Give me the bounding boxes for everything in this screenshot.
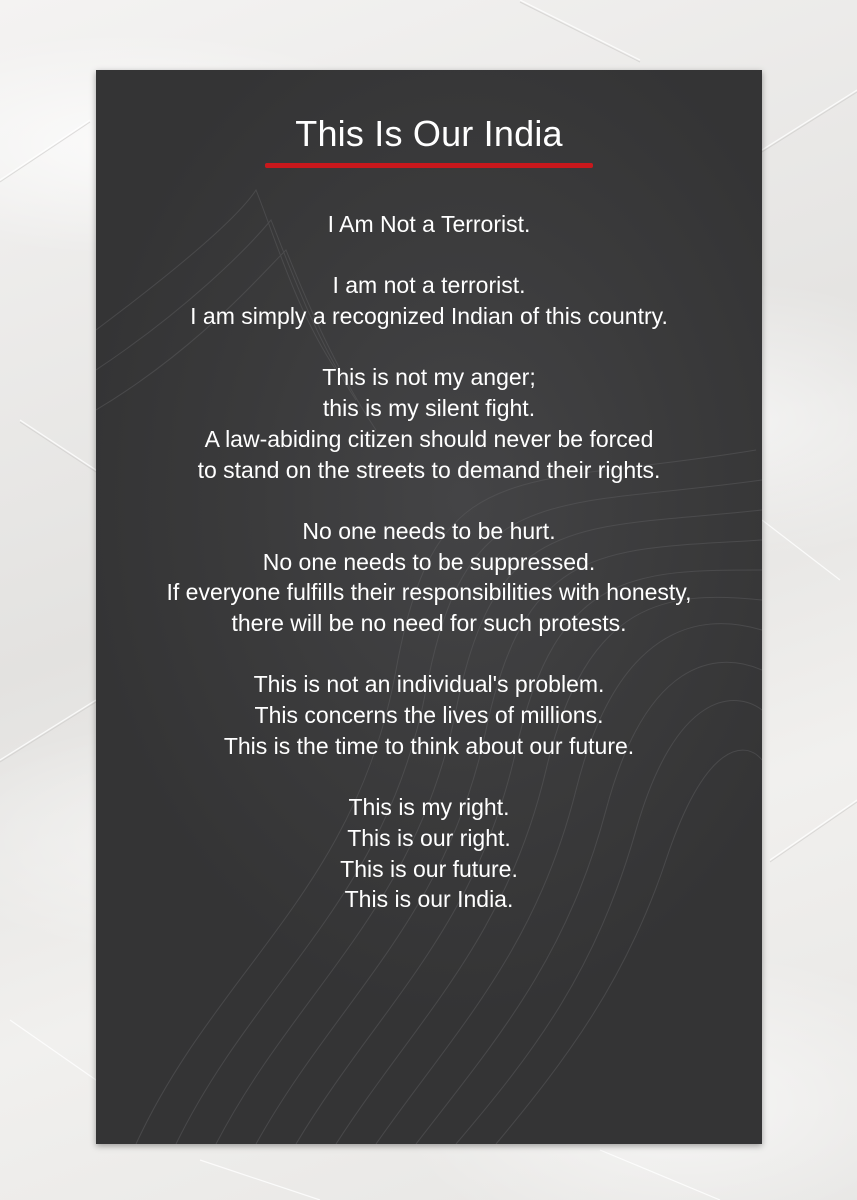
stanza — [96, 792, 762, 915]
stanza — [96, 516, 762, 639]
poem-line: A law-abiding citizen should never be forced — [204, 425, 654, 452]
poster-title: This Is Our India — [295, 113, 563, 154]
poster — [96, 70, 762, 1144]
title-underline — [265, 163, 593, 168]
poem-line: I am simply a recognized Indian of this country. — [190, 303, 668, 330]
poem-line: This is our India. — [344, 886, 514, 913]
poem-line: This is our future. — [340, 855, 518, 882]
poem-line: No one needs to be suppressed. — [262, 548, 596, 575]
poem-line: This is not my anger; — [322, 364, 536, 391]
stanza-heading — [96, 209, 762, 240]
poem-line: to stand on the streets to demand their rights. — [197, 456, 661, 483]
poem-line: This is our right. — [347, 824, 511, 851]
poem-line: this is my silent fight. — [322, 395, 536, 422]
poem-line: there will be no need for such protests. — [231, 610, 627, 637]
stanza — [96, 270, 762, 331]
stanza — [96, 362, 762, 485]
stanza — [96, 669, 762, 761]
poem-line: This is the time to think about our future. — [223, 732, 635, 759]
poem-body — [96, 209, 762, 946]
poem-line: I am not a terrorist. — [332, 272, 526, 299]
poem-line: This is not an individual's problem. — [253, 671, 605, 698]
poem-line: This concerns the lives of millions. — [254, 702, 604, 729]
poem-line: If everyone fulfills their responsibilities with honesty, — [166, 579, 692, 606]
poem-line: This is my right. — [348, 794, 510, 821]
poem-line: No one needs to be hurt. — [302, 517, 556, 544]
poem-line: I Am Not a Terrorist. — [327, 211, 531, 237]
